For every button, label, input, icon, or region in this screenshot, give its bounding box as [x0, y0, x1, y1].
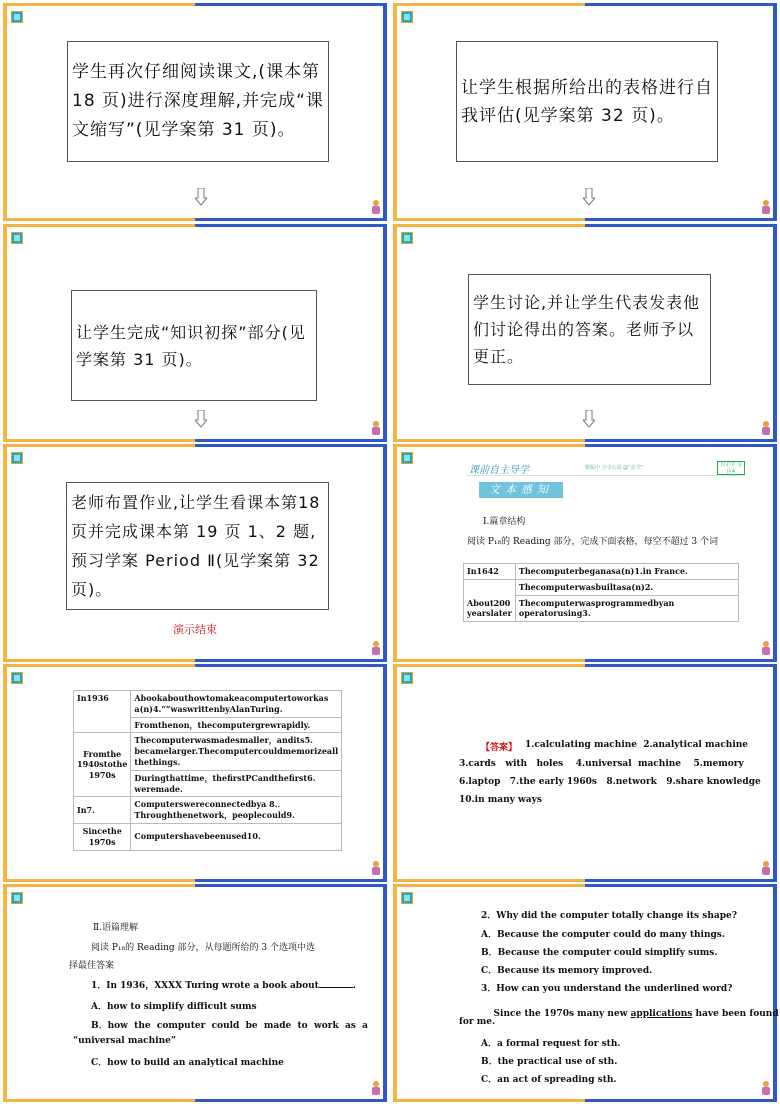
question-3-sentence-cont: for me. [459, 1017, 496, 1027]
app-logo-icon [11, 452, 23, 464]
instruction-box [456, 41, 718, 162]
slide-1 [3, 3, 387, 221]
slide-3 [3, 224, 387, 442]
content-cell: Duringthattime，thefirstPCandthefirst6. weremade. [131, 770, 342, 797]
section-banner [467, 461, 745, 476]
sentence-start: Since the 1970s many new [493, 1009, 631, 1019]
app-logo-icon [401, 672, 413, 684]
table-instruction: 阅读 P₁₈的 Reading 部分，完成下面表格，每空不超过 3 个词 [467, 537, 718, 547]
option-b-cont: “universal machine” [73, 1036, 177, 1046]
slide-8 [393, 664, 777, 882]
period-cell: In7. [74, 797, 131, 824]
down-arrow-icon [195, 188, 207, 206]
sentence-end: have been found [692, 1009, 779, 1019]
table-row [74, 823, 342, 850]
down-arrow-icon [195, 410, 207, 428]
option-b[interactable]: B．the practical use of sth. [481, 1057, 618, 1067]
slide-7 [3, 664, 387, 882]
section-heading: Ⅱ.语篇理解 [93, 923, 138, 933]
app-logo-icon [11, 892, 23, 904]
answer-line: 1.calculating machine 2.analytical machine [525, 740, 749, 750]
cartoon-figure-icon [371, 861, 381, 875]
table-row [74, 733, 342, 770]
answer-line: 3.cards with holes 4.universal machine 5.memory [459, 759, 744, 769]
option-c[interactable]: C．how to build an analytical machine [91, 1058, 284, 1068]
period-cell: In1642 [464, 564, 516, 580]
question-1 [91, 978, 356, 991]
answer-tag: 【答案】 [481, 743, 518, 753]
option-c[interactable]: C．an act of spreading sth. [481, 1075, 617, 1085]
question-text: 1．In 1936，XXXX Turing wrote a book about [91, 981, 319, 991]
instruction-text: 学生再次仔细阅读课文,(课本第18 页)进行深度理解,并完成“课文缩写”(见学案第 31 页)。 [72, 62, 324, 140]
cartoon-figure-icon [761, 861, 771, 875]
banner-subtitle: 模板中 分享公益 @“益学” [585, 465, 644, 471]
content-cell: Computershavebeenused10. [131, 823, 342, 850]
app-logo-icon [401, 232, 413, 244]
instruction-box [468, 274, 711, 385]
answer-line: 6.laptop 7.the early 1960s 8.network 9.share knowledge [459, 777, 761, 787]
content-cell: Thecomputerwasprogrammedbyan operatorusing3. [515, 595, 738, 622]
instruction-text: 老师布置作业,让学生看课本第18 页并完成课本第 19 页 1、2 题,预习学案 Period Ⅱ(见学案第 32 页)。 [71, 493, 321, 599]
content-cell: Abookabouthowtomakeacomputertoworkas a(n)4.“”waswrittenbyAlanTuring. [131, 691, 342, 718]
slide-9 [3, 884, 387, 1102]
question-3: 3．How can you understand the underlined word? [481, 984, 733, 994]
cartoon-figure-icon [761, 200, 771, 214]
banner-badge: 自主学 习区4 [717, 461, 745, 475]
cartoon-figure-icon [371, 421, 381, 435]
period-cell: Fromthe 1940stothe 1970s [74, 733, 131, 797]
table-row [74, 691, 342, 718]
period-cell: In1936 [74, 691, 131, 733]
cartoon-figure-icon [371, 200, 381, 214]
structure-table [73, 690, 342, 851]
slide-4 [393, 224, 777, 442]
app-logo-icon [11, 232, 23, 244]
slide-5 [3, 444, 387, 662]
slide-10 [393, 884, 777, 1102]
app-logo-icon [401, 892, 413, 904]
instruction-box [67, 41, 329, 162]
option-a[interactable]: A．a formal request for sth. [481, 1039, 621, 1049]
option-a[interactable]: A．how to simplify difficult sums [91, 1002, 257, 1012]
instruction-line: 阅读 P₁₈的 Reading 部分，从每题所给的 3 个选项中选 [91, 943, 315, 953]
option-b[interactable]: B．Because the computer could simplify sums. [481, 948, 718, 958]
cartoon-figure-icon [371, 1081, 381, 1095]
content-cell: Fromthenon，thecomputergrewrapidly. [131, 717, 342, 733]
instruction-text: 学生讨论,并让学生代表发表他们讨论得出的答案。老师予以更正。 [473, 293, 701, 366]
answer-line: 10.in many ways [459, 795, 542, 805]
section-tag: 文本感知 [479, 482, 563, 498]
app-logo-icon [11, 672, 23, 684]
underlined-word: applications [630, 1009, 693, 1019]
cartoon-figure-icon [761, 421, 771, 435]
cartoon-figure-icon [761, 1081, 771, 1095]
question-2: 2．Why did the computer totally change its shape? [481, 911, 737, 921]
banner-title: 课前自主导学 [469, 465, 529, 476]
down-arrow-icon [583, 410, 595, 428]
option-b[interactable]: B．how the computer could be made to work as a [91, 1021, 368, 1031]
period-cell: About200 yearslater [464, 579, 516, 621]
option-c[interactable]: C．Because its memory improved. [481, 966, 653, 976]
end-presentation-link[interactable]: 演示结束 [173, 623, 217, 636]
question-3-sentence [481, 999, 779, 1029]
option-a[interactable]: A．Because the computer could do many things. [481, 930, 725, 940]
table-row [464, 579, 739, 595]
table-row [74, 797, 342, 824]
instruction-text: 让学生完成“知识初探”部分(见学案第 31 页)。 [76, 322, 306, 369]
app-logo-icon [401, 11, 413, 23]
answer-blank[interactable] [319, 978, 353, 988]
app-logo-icon [401, 452, 413, 464]
content-cell: Thecomputerbeganasa(n)1.in France. [515, 564, 738, 580]
app-logo-icon [11, 11, 23, 23]
instruction-box [71, 290, 317, 401]
slide-6 [393, 444, 777, 662]
cartoon-figure-icon [371, 641, 381, 655]
instruction-line: 择最佳答案 [69, 961, 115, 971]
content-cell: Computerswereconnectedbya 8.．Throughthenetwork，peoplecould9. [131, 797, 342, 824]
section-heading: Ⅰ.篇章结构 [483, 517, 526, 527]
question-period: . [352, 981, 356, 991]
content-cell: Thecomputerwasmadesmaller，andits5. becamelarger.Thecomputercouldmemorizeall thethings. [131, 733, 342, 770]
period-cell: Sincethe 1970s [74, 823, 131, 850]
down-arrow-icon [583, 188, 595, 206]
table-row [464, 564, 739, 580]
cartoon-figure-icon [761, 641, 771, 655]
instruction-box [66, 482, 329, 610]
structure-table [463, 563, 739, 622]
content-cell: Thecomputerwasbuiltasa(n)2. [515, 579, 738, 595]
slide-2 [393, 3, 777, 221]
instruction-text: 让学生根据所给出的表格进行自我评估(见学案第 32 页)。 [461, 77, 713, 126]
